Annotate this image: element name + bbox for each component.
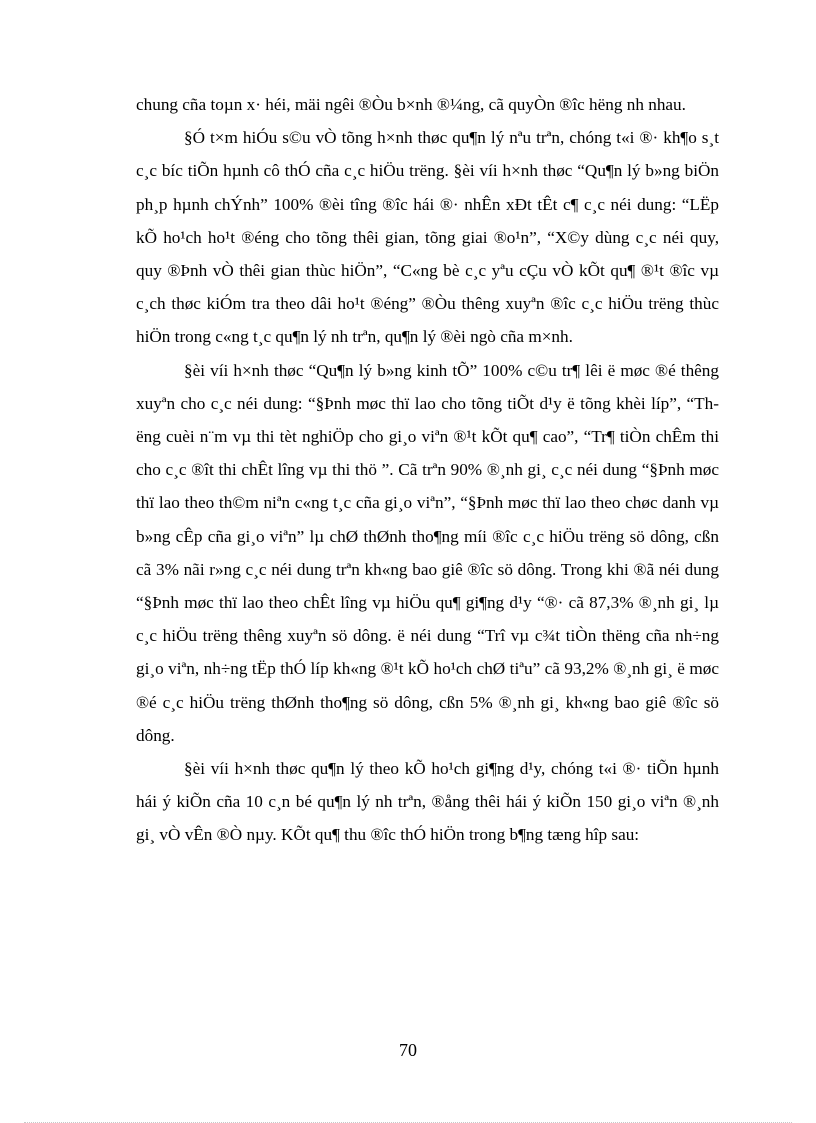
page-number: 70 (399, 1040, 417, 1060)
paragraph-continuation: chung cña toµn x· héi, mäi ngêi ®Òu b×nh ®¼ng, cã quyÒn ®îc hëng nh nhau. (136, 95, 686, 114)
paragraph-administrative-management: §Ó t×m hiÓu s©u vÒ tõng h×nh thøc qu¶n lý nªu trªn, chóng t«i ®· kh¶o s¸t c¸c bíc tiÕn hµnh cô thÓ cña c¸c hiÖu trëng. §èi víi h×nh thøc “Qu¶n lý b»ng biÖn ph¸p hµnh chÝnh” 100% ®èi tîng ®îc hái ®· nhÊn xÐt tÊt c¶ c¸c néi dung: “LËp kÕ ho¹ch ho¹t ®éng cho tõng thêi gian, tõng giai ®o¹n”, “X©y dùng c¸c néi quy, quy ®Þnh vÒ thêi gian thùc hiÖn”, “C«ng bè c¸c yªu cÇu vÒ kÕt qu¶ ®¹t ®îc vµ c¸ch thøc kiÓm tra theo dâi ho¹t ®éng” ®Òu thêng xuyªn ®îc c¸c hiÖu trëng thùc hiÖn trong c«ng t¸c qu¶n lý nh trªn, qu¶n lý ®èi ngò cña m×nh. (136, 128, 719, 347)
paragraph-teaching-plan-management: §èi víi h×nh thøc qu¶n lý theo kÕ ho¹ch gi¶ng d¹y, chóng t«i ®· tiÕn hµnh hái ý kiÕn cña 10 c¸n bé qu¶n lý nh trªn, ®ång thêi hái ý kiÕn 150 gi¸o viªn ®¸nh gi¸ vÒ vÊn ®Ò nµy. KÕt qu¶ thu ®îc thÓ hiÖn trong b¶ng tæng hîp sau: (136, 759, 719, 845)
body-text (136, 88, 719, 852)
paragraph-economic-management: §èi víi h×nh thøc “Qu¶n lý b»ng kinh tÕ” 100% c©u tr¶ lêi ë møc ®é thêng xuyªn cho c¸c néi dung: “§Þnh møc thï lao cho tõng tiÕt d¹y ë tõng khèi líp”, “Thëng cuèi n¨m vµ thi tèt nghiÖp cho gi¸o viªn ®¹t kÕt qu¶ cao”, “Tr¶ tiÒn chÊm thi cho c¸c ®ît thi chÊt lîng vµ thi thö ”. Cã trªn 90% ®¸nh gi¸ c¸c néi dung “§Þnh møc thï lao theo th©m niªn c«ng t¸c cña gi¸o viªn”, “§Þnh møc thï lao theo chøc danh vµ b»ng cÊp cña gi¸o viªn” lµ chØ thØnh tho¶ng míi ®îc c¸c hiÖu trëng sö dông, cßn cã 3% nãi r»ng c¸c néi dung trªn kh«ng bao giê ®îc sö dông. Trong khi ®ã néi dung “§Þnh møc thï lao theo chÊt lîng vµ hiÖu qu¶ gi¶ng d¹y “®· cã 87,3% ®¸nh gi¸ lµ c¸c hiÖu trëng thêng xuyªn sö dông. ë néi dung “Trî vµ c¾t tiÒn thëng cña nh÷ng gi¸o viªn, nh÷ng tËp thÓ líp kh«ng ®¹t kÕ ho¹ch chØ tiªu” cã 93,2% ®¸nh gi¸ ë møc ®é c¸c hiÖu trëng thØnh tho¶ng sö dông, cßn 5% ®¸nh gi¸ kh«ng bao giê ®îc sö dông. (136, 360, 719, 745)
